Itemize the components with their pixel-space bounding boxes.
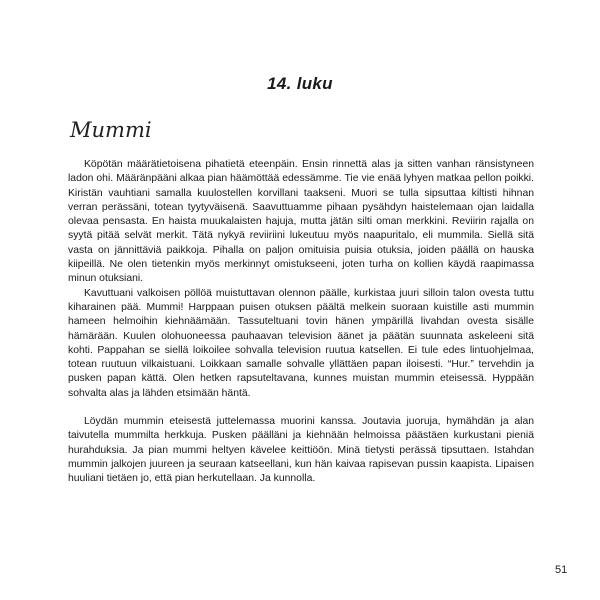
text-body: [68, 158, 534, 487]
section-title: Mummi: [70, 118, 152, 142]
paragraph-3: Löydän mummin eteisestä juttelemassa muorini kanssa. Joutavia juoruja, hymähdän ja alan taivutella mummilta herkkuja. Pusken päälläni ja kiehnään helmoissa päästäen kurkustani pieniä hurahduksia. Ja pian mummi heltyen kävelee keittiöön. Minä tietysti perässä tipsuttaen. Istahdan mummin jalkojen juureen ja seuraan katseellani, kun hän kaivaa rapisevan pussin kaapista. Lipaisen huuliani tietäen jo, että pian herkutellaan. Ja kunnolla.: [68, 416, 534, 485]
paragraph-2: Kavuttuani valkoisen pöllöä muistuttavan olennon päälle, kurkistaa juuri silloin talon ovesta tuttu kiharainen pää. Mummi! Harppaan puisen otuksen päältä melkein suoraan kuistille asti mummin hameen helmoihin kiehnäämään. Tassuteltuani tovin hänen ympärillä livahdan ovesta sisälle hämärään. Kuulen olohuoneessa pauhaavan television äänet ja päätän suunnata askeleeni sitä kohti. Pappahan se siellä loikoilee sohvalla television ruutua katsellen. Ei tule edes lintuohjelmaa, totean ruutuun vilkaistuani. Loikkaan samalle sohvalle yllättäen papan iloisesti. “Hur.” tervehdin ja pusken papan kättä. Olen hetken rapsuteltavana, kunnes muistan mummin eteisessä. Hyppään sohvalta alas ja lähden etsimään häntä.: [68, 287, 534, 399]
page-number: 51: [555, 564, 568, 576]
paragraph-1: Köpötän määrätietoisena pihatietä eteenpäin. Ensin rinnettä alas ja sitten vanhan ränsistyneen ladon ohi. Määränpääni alkaa pian häämöttää edessämme. Tie vie enää lyhyen matkaa pellon poikki. Kiristän vauhtiani samalla kuulostellen korvillani taakseni. Muori se tulla sipsuttaa kiltisti hihnan verran perässäni, totean tyytyväisenä. Saavuttuamme pihaan pysähdyn haistelemaan ojan laidalla olevaa pensasta. En haista muukalaisten hajuja, mutta jätän silti oman merkkini. Reviirin rajalla on syytä pitää selvät merkit. Tätä nykyä reviiriini lukeutuu myös naapuritalo, eli mummila. Siellä sitä vasta on jännittäviä paikkoja. Pihalla on paljon omituisia puisia otuksia, joiden päällä on hauska kiipeillä. Ne olen tietenkin myös merkinnyt omistukseeni, joten turha on kollien käydä raapimassa minun otuksiani.: [68, 159, 534, 285]
chapter-title: 14. luku: [267, 74, 333, 93]
